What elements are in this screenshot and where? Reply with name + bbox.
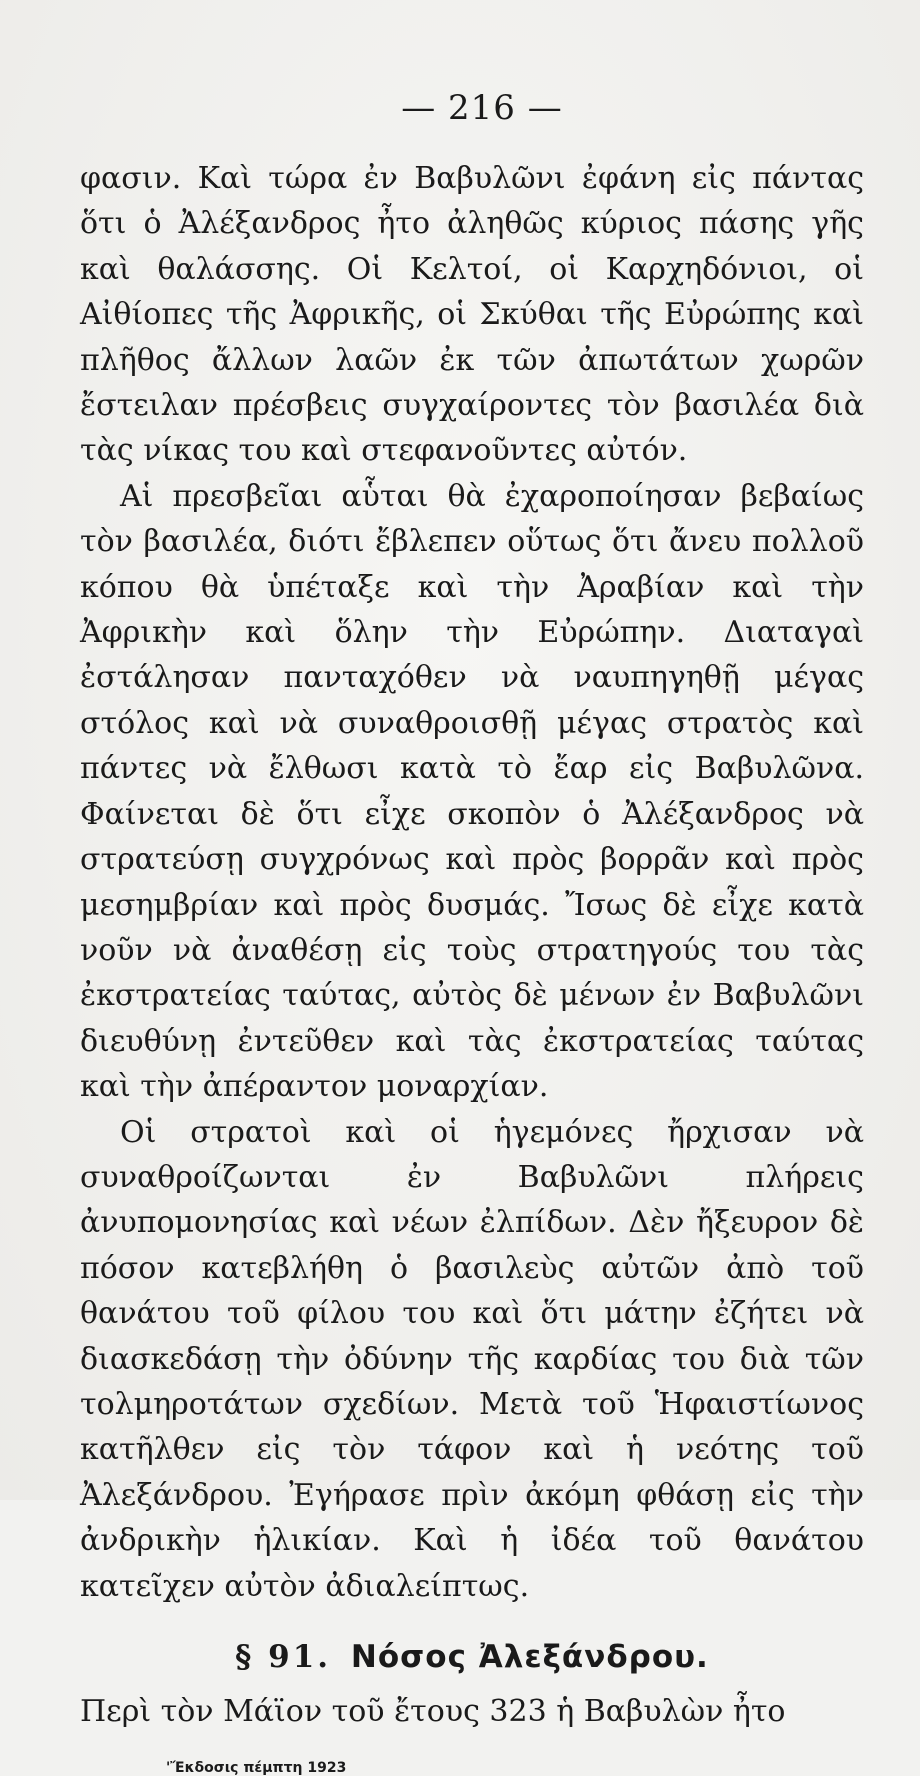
paragraph-2: Αἱ πρεσβεῖαι αὗται θὰ ἐχαροποίησαν βεβαίως τὸν βασιλέα, διότι ἔβλεπεν οὕτως ὅτι ἄνευ πολλοῦ κόπου θὰ ὑπέταξε καὶ τὴν Ἀραβίαν καὶ τὴν Ἀφρικὴν καὶ ὅλην τὴν Εὐρώπην. Διαταγαὶ ἐστάλησαν πανταχόθεν νὰ ναυπηγηθῇ μέγας στόλος καὶ νὰ συναθροισθῇ μέγας στρατὸς καὶ πάντες νὰ ἔλθωσι κατὰ τὸ ἔαρ εἰς Βαβυλῶνα. Φαίνεται δὲ ὅτι εἶχε σκοπὸν ὁ Ἀλέξανδρος νὰ στρατεύσῃ συγχρόνως καὶ πρὸς βορρᾶν καὶ πρὸς μεσημβρίαν καὶ πρὸς δυσμάς. Ἴσως δὲ εἶχε κατὰ νοῦν νὰ ἀναθέσῃ εἰς τοὺς στρατηγούς του τὰς ἐκστρατείας ταύτας, αὐτὸς δὲ μένων ἐν Βαβυλῶνι διευθύνῃ ἐντεῦθεν καὶ τὰς ἐκστρατείας ταύτας καὶ τὴν ἀπέραντον μοναρχίαν. <box>80 478 864 1105</box>
section-number: § 91. <box>235 1639 332 1675</box>
body-text <box>80 156 864 1609</box>
paragraph-3: Οἱ στρατοὶ καὶ οἱ ἡγεμόνες ἤρχισαν νὰ συναθροίζωνται ἐν Βαβυλῶνι πλήρεις ἀνυπομονησίας καὶ νέων ἐλπίδων. Δὲν ἤξευρον δὲ πόσον κατεβλήθη ὁ βασιλεὺς αὐτῶν ἀπὸ τοῦ θανάτου τοῦ φίλου του καὶ ὅτι μάτην ἐζήτει νὰ διασκεδάσῃ τὴν ὀδύνην τῆς καρδίας του διὰ τῶν τολμηροτάτων σχεδίων. Μετὰ τοῦ Ἡφαιστίωνος κατῆλθεν εἰς τὸν τάφον καὶ ἡ νεότης τοῦ Ἀλεξάνδρου. Ἐγήρασε πρὶν ἀκόμη φθάσῃ εἰς τὴν ἀνδρικὴν ἡλικίαν. Καὶ ἡ ἰδέα τοῦ θανάτου κατεῖχεν αὐτὸν ἀδιαλείπτως. <box>80 1114 864 1604</box>
section-first-line: Περὶ τὸν Μάϊον τοῦ ἔτους 323 ἡ Βαβυλὼν ἦτο <box>80 1694 786 1729</box>
page-number: — 216 — <box>401 88 563 128</box>
section-title: Νόσος Ἀλεξάνδρου. <box>350 1639 709 1675</box>
section-body <box>80 1689 864 1734</box>
edition-note: 'Ἔκδοσις πέμπτη 1923 <box>166 1760 347 1776</box>
paragraph-1: φασιν. Καὶ τώρα ἐν Βαβυλῶνι ἐφάνη εἰς πάντας ὅτι ὁ Ἀλέξανδρος ἦτο ἀληθῶς κύριος πάσης γῆς καὶ θαλάσσης. Οἱ Κελτοί, οἱ Καρχηδόνιοι, οἱ Αἰθίοπες τῆς Ἀφρικῆς, οἱ Σκύθαι τῆς Εὐρώπης καὶ πλῆθος ἄλλων λαῶν ἐκ τῶν ἀπωτάτων χωρῶν ἔστειλαν πρέσβεις συγχαίροντες τὸν βασιλέα διὰ τὰς νίκας του καὶ στεφανοῦντες αὐτόν. <box>80 161 864 469</box>
section-heading <box>80 1639 864 1675</box>
